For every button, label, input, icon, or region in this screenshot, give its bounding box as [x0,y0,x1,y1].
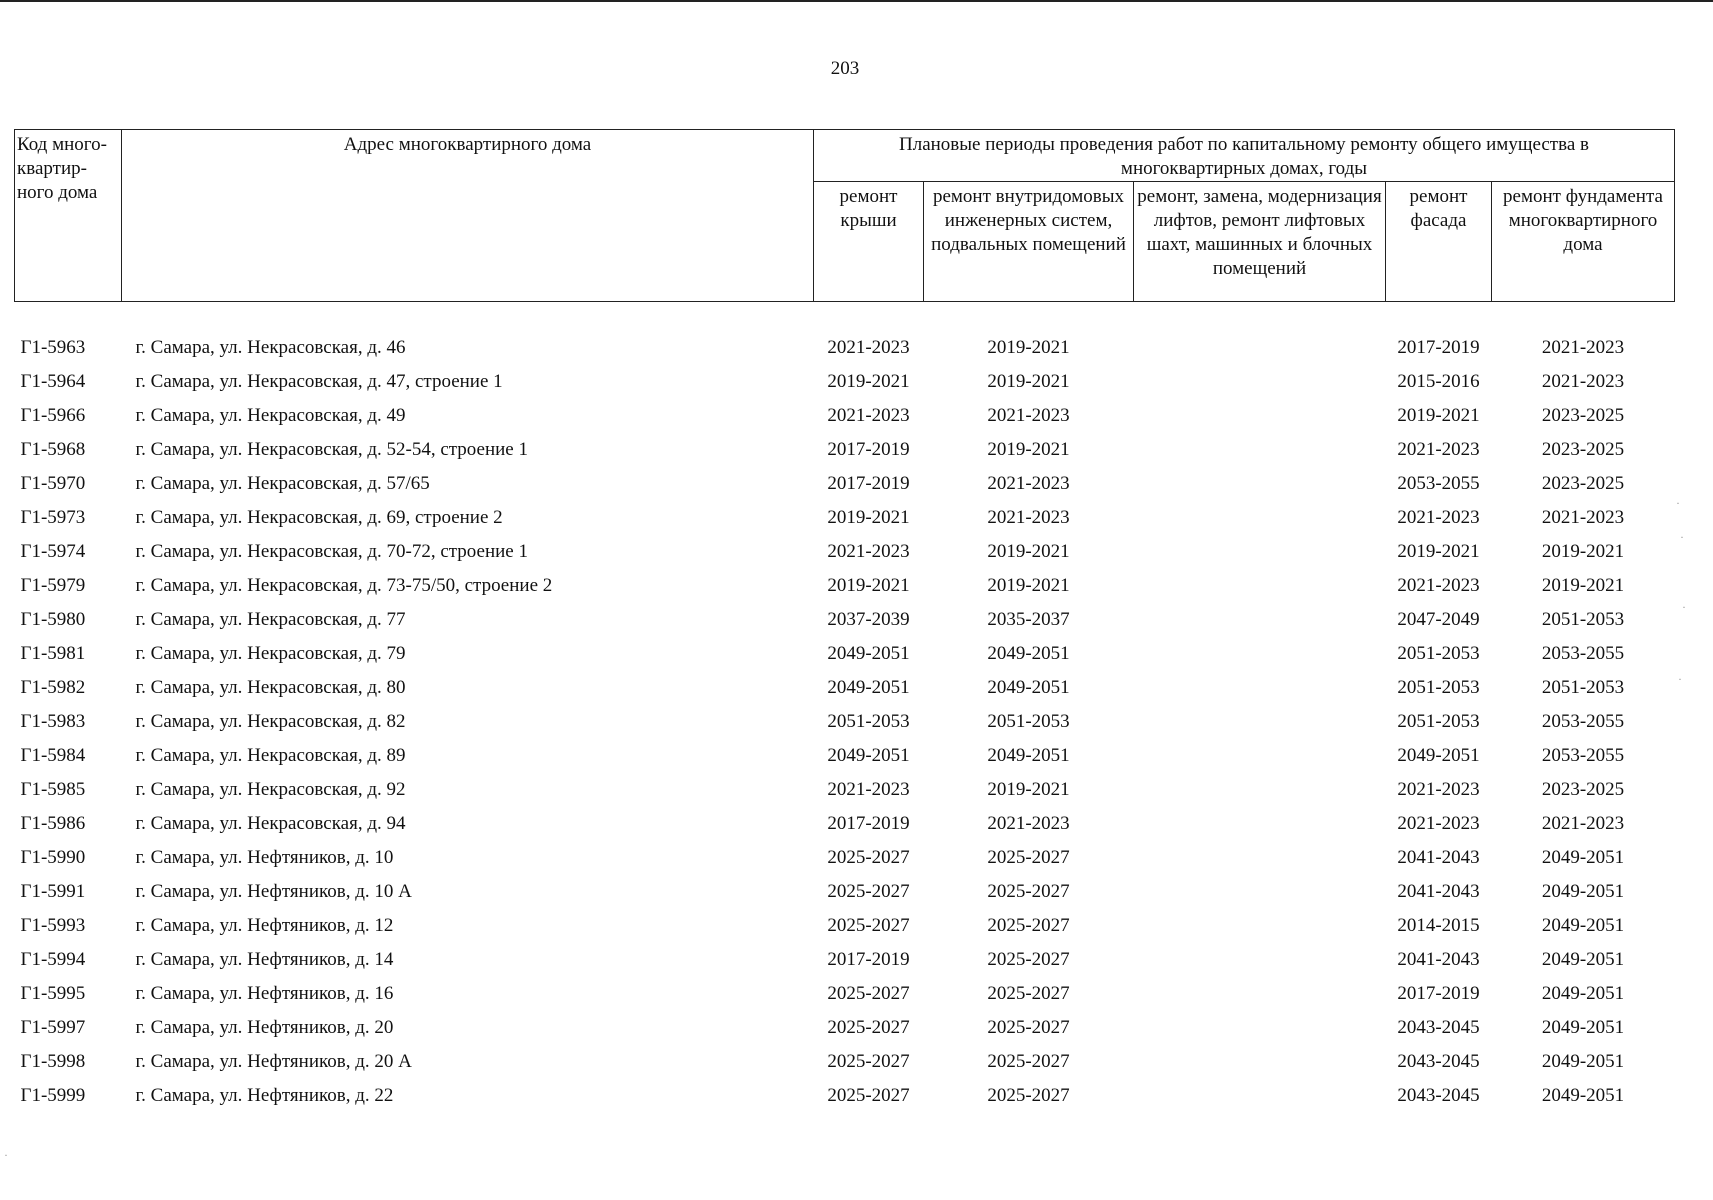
cell-facade: 2051-2053 [1397,643,1480,664]
cell-code: Г1-5984 [20,745,86,766]
cell-engineering-systems: 2021-2023 [987,507,1070,528]
cell-address: г. Самара, ул. Некрасовская, д. 77 [135,609,406,630]
cell-engineering-systems: 2049-2051 [987,745,1070,766]
cell-lifts [1134,472,1386,506]
cell-code: Г1-5983 [20,711,86,732]
header-row-top [15,130,1675,182]
cell-lifts [1134,438,1386,472]
cell-roof: 2021-2023 [827,405,910,426]
cell-engineering-systems: 2021-2023 [987,405,1070,426]
cell-facade: 2051-2053 [1397,677,1480,698]
cell-lifts [1134,948,1386,982]
capital-repair-plan-table [14,129,1675,1118]
cell-roof: 2019-2021 [827,575,910,596]
cell-engineering-systems: 2019-2021 [987,541,1070,562]
cell-lifts [1134,370,1386,404]
cell-facade: 2041-2043 [1397,881,1480,902]
scan-speck: · [1676,496,1680,510]
cell-lifts [1134,778,1386,812]
cell-engineering-systems: 2025-2027 [987,881,1070,902]
cell-address: г. Самара, ул. Некрасовская, д. 80 [135,677,406,698]
cell-engineering-systems: 2019-2021 [987,439,1070,460]
cell-engineering-systems: 2025-2027 [987,1017,1070,1038]
cell-foundation: 2053-2055 [1541,711,1625,732]
cell-foundation: 2049-2051 [1541,915,1625,936]
cell-engineering-systems: 2019-2021 [987,779,1070,800]
table-row [15,540,1675,574]
cell-code: Г1-5979 [20,575,86,596]
cell-foundation: 2051-2053 [1541,677,1625,698]
cell-roof: 2017-2019 [827,473,910,494]
body-spacer [15,302,1675,337]
cell-engineering-systems: 2019-2021 [987,337,1070,358]
table-header [15,130,1675,302]
cell-foundation: 2021-2023 [1541,507,1625,528]
table-row [15,812,1675,846]
cell-roof: 2051-2053 [827,711,910,732]
cell-lifts [1134,676,1386,710]
cell-engineering-systems: 2025-2027 [987,949,1070,970]
cell-engineering-systems: 2049-2051 [987,677,1070,698]
cell-engineering-systems: 2025-2027 [987,1085,1070,1106]
cell-address: г. Самара, ул. Некрасовская, д. 70-72, строение 1 [135,541,528,562]
cell-foundation: 2049-2051 [1541,1051,1625,1072]
cell-facade: 2041-2043 [1397,847,1480,868]
header-planned-periods: Плановые периоды проведения работ по капитальному ремонту общего имущества в многоквартирных домах, годы [814,130,1675,182]
cell-address: г. Самара, ул. Некрасовская, д. 92 [135,779,406,800]
cell-code: Г1-5970 [20,473,86,494]
cell-address: г. Самара, ул. Нефтяников, д. 12 [135,915,394,936]
cell-facade: 2021-2023 [1397,507,1480,528]
cell-foundation: 2049-2051 [1541,949,1625,970]
cell-lifts [1134,1084,1386,1118]
cell-engineering-systems: 2021-2023 [987,813,1070,834]
cell-roof: 2049-2051 [827,745,910,766]
cell-lifts [1134,574,1386,608]
scan-speck: · [1678,672,1682,686]
table-row [15,846,1675,880]
table-row [15,1016,1675,1050]
cell-lifts [1134,336,1386,370]
table-row [15,744,1675,778]
cell-code: Г1-5991 [20,881,86,902]
cell-facade: 2053-2055 [1397,473,1480,494]
cell-lifts [1134,642,1386,676]
cell-facade: 2041-2043 [1397,949,1480,970]
table-row [15,608,1675,642]
table-row [15,1084,1675,1118]
cell-foundation: 2049-2051 [1541,1017,1625,1038]
scan-speck: · [1682,600,1686,614]
cell-address: г. Самара, ул. Некрасовская, д. 52-54, строение 1 [135,439,528,460]
cell-roof: 2021-2023 [827,541,910,562]
table-row [15,914,1675,948]
cell-engineering-systems: 2019-2021 [987,575,1070,596]
cell-lifts [1134,880,1386,914]
table-row [15,1050,1675,1084]
cell-roof: 2017-2019 [827,439,910,460]
cell-foundation: 2023-2025 [1541,405,1625,426]
cell-address: г. Самара, ул. Некрасовская, д. 46 [135,337,406,358]
cell-roof: 2025-2027 [827,881,910,902]
cell-code: Г1-5986 [20,813,86,834]
cell-foundation: 2021-2023 [1541,813,1625,834]
header-address: Адрес многоквартирного дома [122,130,814,302]
cell-foundation: 2049-2051 [1541,881,1625,902]
cell-address: г. Самара, ул. Некрасовская, д. 89 [135,745,406,766]
cell-code: Г1-5993 [20,915,86,936]
cell-engineering-systems: 2019-2021 [987,371,1070,392]
cell-facade: 2047-2049 [1397,609,1480,630]
cell-foundation: 2053-2055 [1541,745,1625,766]
cell-address: г. Самара, ул. Некрасовская, д. 94 [135,813,406,834]
cell-roof: 2017-2019 [827,949,910,970]
cell-roof: 2021-2023 [827,337,910,358]
scan-speck: · [1680,530,1684,544]
cell-facade: 2021-2023 [1397,575,1480,596]
cell-address: г. Самара, ул. Некрасовская, д. 69, строение 2 [135,507,503,528]
cell-facade: 2015-2016 [1397,371,1480,392]
cell-code: Г1-5985 [20,779,86,800]
cell-foundation: 2049-2051 [1541,983,1625,1004]
table-row [15,472,1675,506]
cell-lifts [1134,982,1386,1016]
table-row [15,370,1675,404]
cell-foundation: 2023-2025 [1541,439,1625,460]
cell-lifts [1134,812,1386,846]
cell-address: г. Самара, ул. Нефтяников, д. 10 [135,847,394,868]
cell-address: г. Самара, ул. Нефтяников, д. 20 А [135,1051,412,1072]
cell-facade: 2043-2045 [1397,1017,1480,1038]
cell-lifts [1134,710,1386,744]
cell-roof: 2025-2027 [827,1051,910,1072]
cell-address: г. Самара, ул. Некрасовская, д. 57/65 [135,473,430,494]
cell-address: г. Самара, ул. Нефтяников, д. 20 [135,1017,394,1038]
cell-engineering-systems: 2021-2023 [987,473,1070,494]
cell-roof: 2017-2019 [827,813,910,834]
cell-facade: 2019-2021 [1397,541,1480,562]
cell-engineering-systems: 2025-2027 [987,983,1070,1004]
cell-code: Г1-5997 [20,1017,86,1038]
table-row [15,982,1675,1016]
cell-facade: 2049-2051 [1397,745,1480,766]
cell-roof: 2025-2027 [827,847,910,868]
cell-lifts [1134,506,1386,540]
cell-roof: 2025-2027 [827,1085,910,1106]
table-body [15,302,1675,1119]
cell-lifts [1134,1016,1386,1050]
cell-engineering-systems: 2025-2027 [987,847,1070,868]
cell-lifts [1134,914,1386,948]
header-engineering-systems: ремонт внутридомовых инженерных систем, подвальных помещений [924,182,1134,302]
table-row [15,336,1675,370]
cell-lifts [1134,404,1386,438]
cell-code: Г1-5973 [20,507,86,528]
cell-facade: 2021-2023 [1397,439,1480,460]
cell-foundation: 2021-2023 [1541,337,1625,358]
cell-address: г. Самара, ул. Некрасовская, д. 79 [135,643,406,664]
table-row [15,880,1675,914]
cell-code: Г1-5981 [20,643,86,664]
cell-lifts [1134,540,1386,574]
table-row [15,778,1675,812]
cell-roof: 2019-2021 [827,507,910,528]
cell-facade: 2051-2053 [1397,711,1480,732]
cell-engineering-systems: 2049-2051 [987,643,1070,664]
cell-lifts [1134,608,1386,642]
cell-address: г. Самара, ул. Нефтяников, д. 10 А [135,881,412,902]
cell-code: Г1-5999 [20,1085,86,1106]
cell-address: г. Самара, ул. Нефтяников, д. 22 [135,1085,394,1106]
cell-roof: 2025-2027 [827,983,910,1004]
cell-facade: 2021-2023 [1397,813,1480,834]
cell-address: г. Самара, ул. Некрасовская, д. 73-75/50, строение 2 [135,575,553,596]
cell-lifts [1134,846,1386,880]
table-row [15,438,1675,472]
cell-roof: 2025-2027 [827,1017,910,1038]
header-roof: ремонт крыши [814,182,924,302]
cell-address: г. Самара, ул. Нефтяников, д. 16 [135,983,394,1004]
page-number: 203 [830,58,860,79]
cell-address: г. Самара, ул. Некрасовская, д. 82 [135,711,406,732]
cell-lifts [1134,1050,1386,1084]
top-border-line [0,0,1713,2]
cell-code: Г1-5966 [20,405,86,426]
cell-facade: 2021-2023 [1397,779,1480,800]
cell-code: Г1-5994 [20,949,86,970]
cell-facade: 2017-2019 [1397,983,1480,1004]
cell-roof: 2049-2051 [827,677,910,698]
cell-engineering-systems: 2035-2037 [987,609,1070,630]
table-row [15,948,1675,982]
cell-lifts [1134,744,1386,778]
table-row [15,642,1675,676]
cell-facade: 2019-2021 [1397,405,1480,426]
cell-foundation: 2051-2053 [1541,609,1625,630]
cell-code: Г1-5963 [20,337,86,358]
cell-code: Г1-5980 [20,609,86,630]
cell-code: Г1-5990 [20,847,86,868]
cell-facade: 2043-2045 [1397,1085,1480,1106]
cell-foundation: 2049-2051 [1541,1085,1625,1106]
table-row [15,506,1675,540]
table-row [15,676,1675,710]
cell-roof: 2025-2027 [827,915,910,936]
cell-address: г. Самара, ул. Некрасовская, д. 49 [135,405,406,426]
cell-code: Г1-5982 [20,677,86,698]
header-facade: ремонт фасада [1386,182,1492,302]
cell-foundation: 2021-2023 [1541,371,1625,392]
cell-code: Г1-5974 [20,541,86,562]
cell-roof: 2037-2039 [827,609,910,630]
cell-engineering-systems: 2051-2053 [987,711,1070,732]
cell-roof: 2021-2023 [827,779,910,800]
cell-foundation: 2019-2021 [1541,575,1625,596]
cell-engineering-systems: 2025-2027 [987,1051,1070,1072]
scan-speck: · [4,1148,8,1162]
cell-engineering-systems: 2025-2027 [987,915,1070,936]
table-row [15,404,1675,438]
cell-code: Г1-5964 [20,371,86,392]
cell-foundation: 2049-2051 [1541,847,1625,868]
header-code: Код много-квартир-ного дома [15,130,122,302]
cell-foundation: 2023-2025 [1541,779,1625,800]
cell-facade: 2017-2019 [1397,337,1480,358]
cell-code: Г1-5995 [20,983,86,1004]
table-row [15,574,1675,608]
cell-address: г. Самара, ул. Некрасовская, д. 47, строение 1 [135,371,503,392]
table-row [15,710,1675,744]
header-foundation: ремонт фундамента многоквартирного дома [1492,182,1675,302]
cell-code: Г1-5998 [20,1051,86,1072]
cell-facade: 2014-2015 [1397,915,1480,936]
cell-foundation: 2019-2021 [1541,541,1625,562]
header-lifts: ремонт, замена, модернизация лифтов, ремонт лифтовых шахт, машинных и блочных помещений [1134,182,1386,302]
cell-code: Г1-5968 [20,439,86,460]
cell-foundation: 2053-2055 [1541,643,1625,664]
cell-roof: 2019-2021 [827,371,910,392]
cell-facade: 2043-2045 [1397,1051,1480,1072]
cell-roof: 2049-2051 [827,643,910,664]
cell-foundation: 2023-2025 [1541,473,1625,494]
cell-address: г. Самара, ул. Нефтяников, д. 14 [135,949,394,970]
